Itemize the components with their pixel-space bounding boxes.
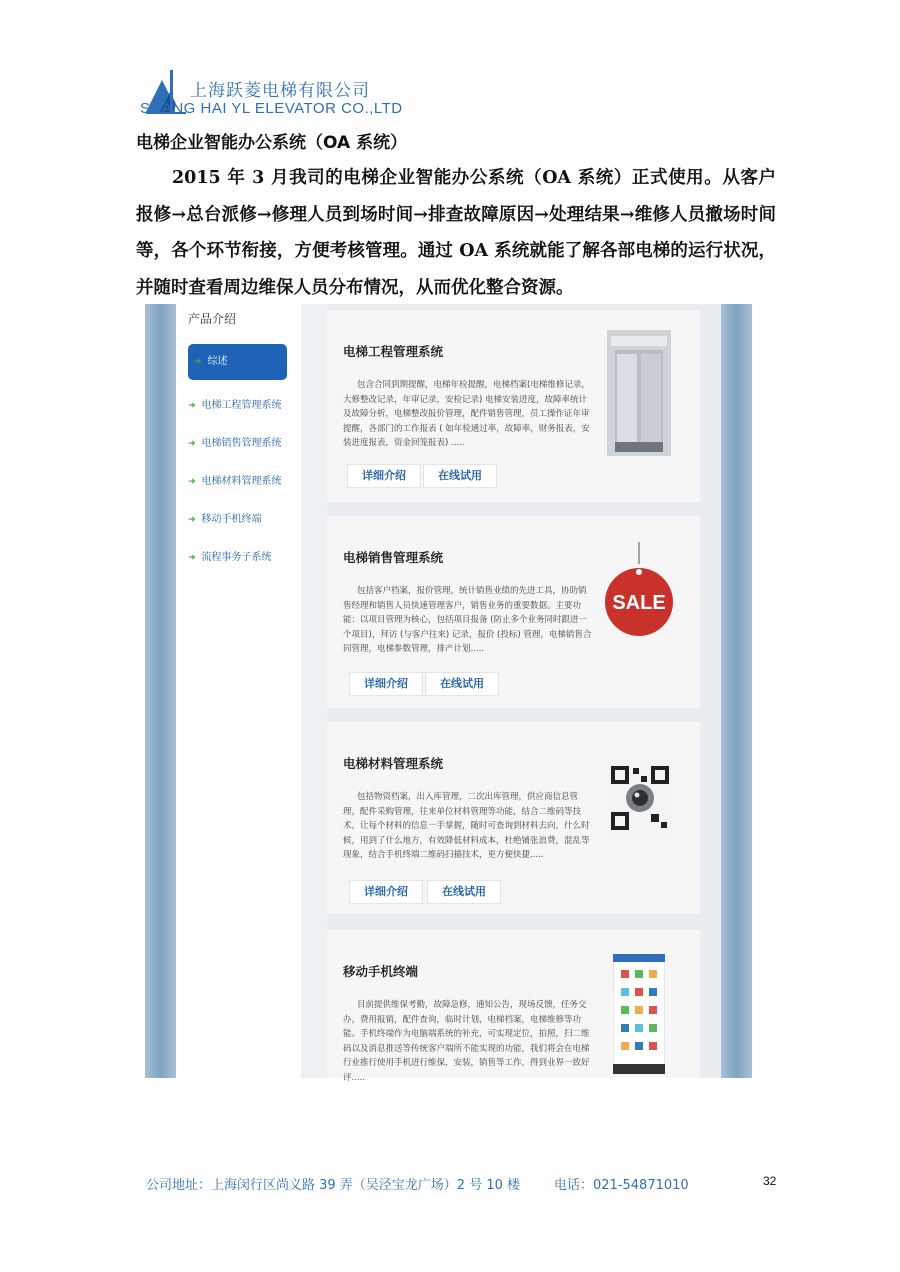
product-nav — [176, 304, 301, 1078]
nav-item-engineering[interactable] — [188, 396, 298, 416]
footer-address: 公司地址：上海闵行区尚义路 39 弄（吴泾宝龙广场）2 号 10 楼 — [146, 1178, 521, 1193]
page-number: 32 — [763, 1174, 777, 1188]
nav-title: 产品介绍 — [188, 312, 237, 326]
trial-button[interactable]: 在线试用 — [423, 464, 497, 488]
nav-item-overview[interactable] — [188, 344, 287, 380]
product-description: 目前提供维保考勤，故障急修，通知公告，现场反馈，任务交办，费用报销，配件查询，临时计划，电梯档案，电梯维修等功能。手机终端作为电脑端系统的补充，可实现定位，拍照，扫二维码以及消息推送等传统客户端所不能实现的功能，我们将会在电梯行业推行使用手机进行维保，安装，销售等工作，得到业界一致好评..... — [343, 1000, 590, 1083]
product-title: 电梯材料管理系统 — [343, 756, 444, 771]
detail-button[interactable]: 详细介绍 — [347, 464, 421, 488]
section-heading: 电梯企业智能办公系统（OA 系统） — [136, 133, 408, 153]
company-name-cn: 上海跃菱电梯有限公司 — [190, 81, 370, 101]
detail-button[interactable]: 详细介绍 — [349, 880, 423, 904]
sale-tag-icon — [603, 542, 675, 646]
nav-item-label: 移动手机终端 — [201, 514, 262, 525]
product-card-mobile — [327, 930, 700, 1083]
nav-item-sales[interactable] — [188, 434, 298, 454]
left-decor-band — [145, 304, 176, 1078]
arrow-icon: ➜ — [188, 477, 196, 487]
trial-button[interactable]: 在线试用 — [425, 672, 499, 696]
product-description: 包括物资档案，出入库管理，二次出库管理，供应商信息管理，配件采购管理，往来单位材料管理等功能，结合二维码等技术，让每个材料的信息一手掌握，随时可查询到材料去向，什么时候，用到了什么地方，有效降低材料成本，杜绝铺张浪费，混乱等现象，结合手机终端二维码扫描技术，更方便快捷..... — [343, 792, 590, 860]
arrow-icon: ➜ — [188, 439, 196, 449]
qr-code-icon — [607, 762, 673, 834]
company-name-en: SHANG HAI YL ELEVATOR CO.,LTD — [140, 100, 403, 117]
detail-button[interactable]: 详细介绍 — [349, 672, 423, 696]
arrow-icon: ➜ — [188, 515, 196, 525]
nav-content-gap — [301, 304, 327, 1078]
elevator-car-photo — [607, 330, 671, 456]
sale-tag-text: SALE — [612, 592, 666, 614]
product-description: 包含合同到期提醒，电梯年检提醒，电梯档案(电梯维修记录，大修整改记录，年审记录，安检记录) 电梯安装进度，故障率统计及故障分析，电梯整改报价管理，配件销售管理，员工操作证年审提醒，各部门的工作报表 ( 如年检通过率，故障率，财务报表，安装进度报表，资金回笼报表) ..... — [343, 380, 590, 448]
arrow-icon: ➜ — [188, 553, 196, 563]
section-body: 2015 年 3 月我司的电梯企业智能办公系统（OA 系统）正式使用。从客户报修→总台派修→修理人员到场时间→排查故障原因→处理结果→维修人员撤场时间等，各个环节衔接，方便考核管理。通过 OA 系统就能了解各部电梯的运行状况，并随时查看周边维保人员分布情况，从而优化整合资源。 — [136, 168, 776, 298]
nav-item-label: 电梯材料管理系统 — [201, 476, 282, 487]
nav-item-label: 电梯销售管理系统 — [201, 438, 282, 449]
product-description: 包括客户档案，报价管理，统计销售业绩的先进工具，协助销售经理和销售人员快速管理客户，销售业务的重要数据。主要功能：以项目管理为核心，包括项目报备 (防止多个业务同时跟进一个项目)，拜访 (与客户往来) 记录，报价 (投标) 管理，电梯销售合同管理，电梯参数管理，排产计划..... — [343, 586, 592, 654]
phone-screen-icon — [613, 954, 665, 1074]
nav-item-materials[interactable] — [188, 472, 298, 492]
nav-item-mobile[interactable] — [188, 510, 298, 530]
nav-item-label: 综述 — [207, 356, 228, 367]
product-title: 移动手机终端 — [343, 964, 419, 979]
arrow-icon: ➜ — [194, 357, 202, 367]
nav-item-label: 流程事务子系统 — [201, 552, 272, 563]
trial-button[interactable]: 在线试用 — [427, 880, 501, 904]
nav-item-label: 电梯工程管理系统 — [201, 400, 282, 411]
product-card-engineering — [327, 310, 700, 502]
product-card-sales — [327, 516, 700, 708]
oa-system-screenshot — [145, 304, 752, 1083]
right-decor-band — [721, 304, 752, 1078]
product-title: 电梯销售管理系统 — [343, 550, 444, 565]
footer-phone: 电话：021-54871010 — [554, 1178, 689, 1193]
product-title: 电梯工程管理系统 — [343, 344, 444, 359]
nav-item-workflow[interactable] — [188, 548, 298, 568]
arrow-icon: ➜ — [188, 401, 196, 411]
product-card-materials — [327, 722, 700, 914]
